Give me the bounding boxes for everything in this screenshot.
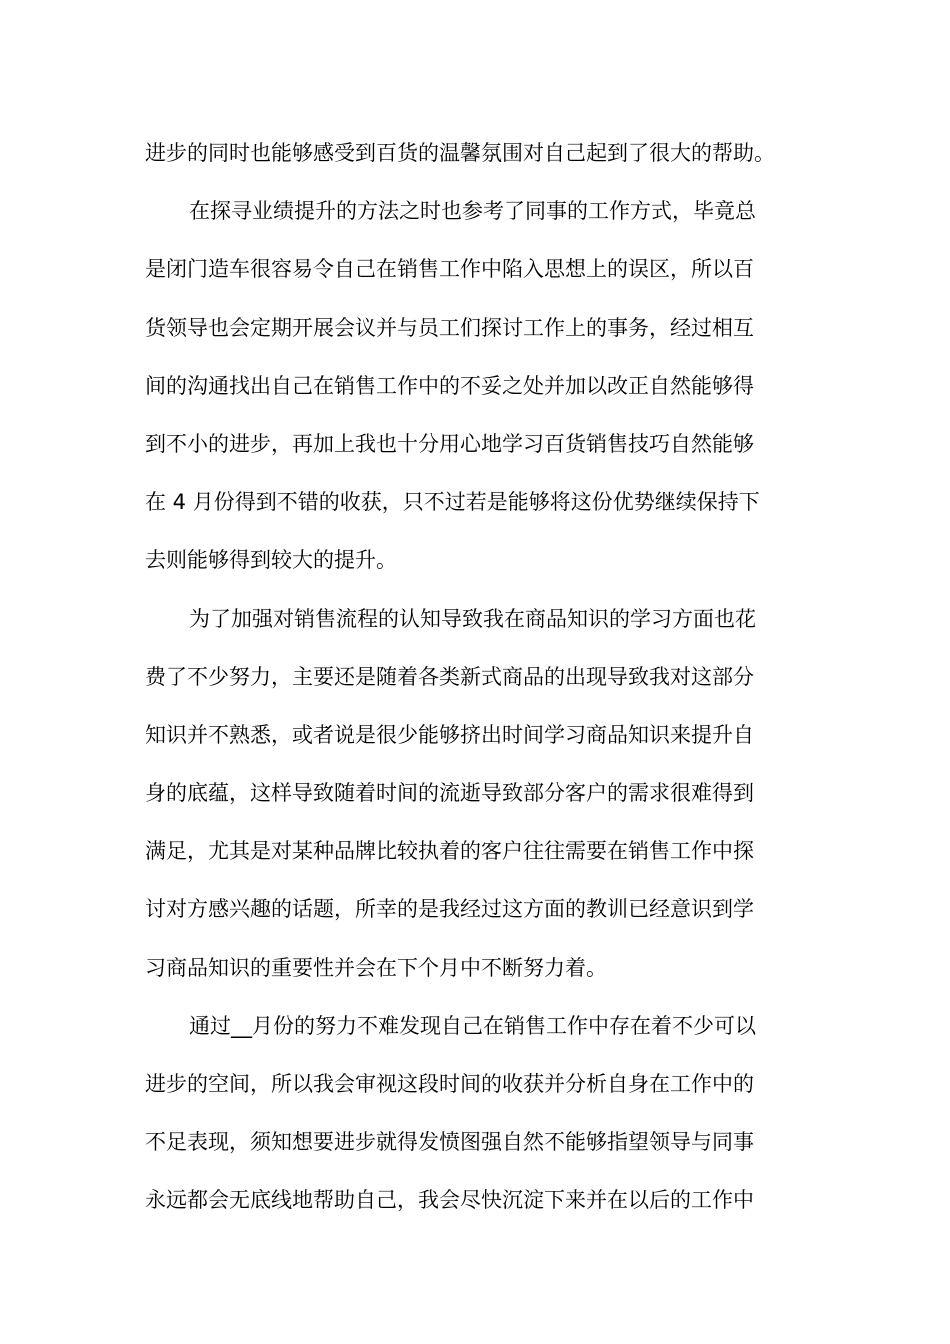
text-line: 费了不少努力，主要还是随着各类新式商品的出现导致我对这部分 — [145, 664, 754, 689]
paragraph-first-line: 在探寻业绩提升的方法之时也参考了同事的工作方式，毕竟总 — [189, 199, 756, 224]
paragraph-first-line: 通过__月份的努力不难发现自己在销售工作中存在着不少可以 — [189, 1013, 756, 1038]
body-text — [145, 124, 810, 1230]
text-line: 满足，尤其是对某种品牌比较执着的客户往往需要在销售工作中探 — [145, 839, 754, 864]
text-line: 不足表现，须知想要进步就得发愤图强自然不能够指望领导与同事 — [145, 1130, 754, 1155]
text-line: 进步的空间，所以我会审视这段时间的收获并分析自身在工作中的 — [145, 1072, 754, 1096]
text-line: 身的底蕴，这样导致随着时间的流逝导致部分客户的需求很难得到 — [145, 781, 754, 806]
paragraph-first-line: 为了加强对销售流程的认知导致我在商品知识的学习方面也花 — [189, 606, 756, 631]
text-line: 在 4 月份得到不错的收获，只不过若是能够将这份优势继续保持下 — [145, 490, 760, 515]
text-line: 间的沟通找出自己在销售工作中的不妥之处并加以改正自然能够得 — [145, 373, 754, 398]
text-line: 永远都会无底线地帮助自己，我会尽快沉淀下来并在以后的工作中 — [145, 1188, 754, 1213]
text-line: 到不小的进步，再加上我也十分用心地学习百货销售技巧自然能够 — [145, 431, 754, 456]
text-line: 习商品知识的重要性并会在下个月中不断努力着。 — [145, 955, 607, 980]
text-line: 进步的同时也能够感受到百货的温馨氛围对自己起到了很大的帮助。 — [145, 141, 775, 165]
text-line: 是闭门造车很容易令自己在销售工作中陷入思想上的误区，所以百 — [145, 257, 754, 282]
text-line: 去则能够得到较大的提升。 — [145, 548, 397, 573]
text-line: 知识并不熟悉，或者说是很少能够挤出时间学习商品知识来提升自 — [145, 722, 754, 747]
text-line: 讨对方感兴趣的话题，所幸的是我经过这方面的教训已经意识到学 — [145, 897, 754, 922]
text-line: 货领导也会定期开展会议并与员工们探讨工作上的事务，经过相互 — [145, 315, 754, 340]
